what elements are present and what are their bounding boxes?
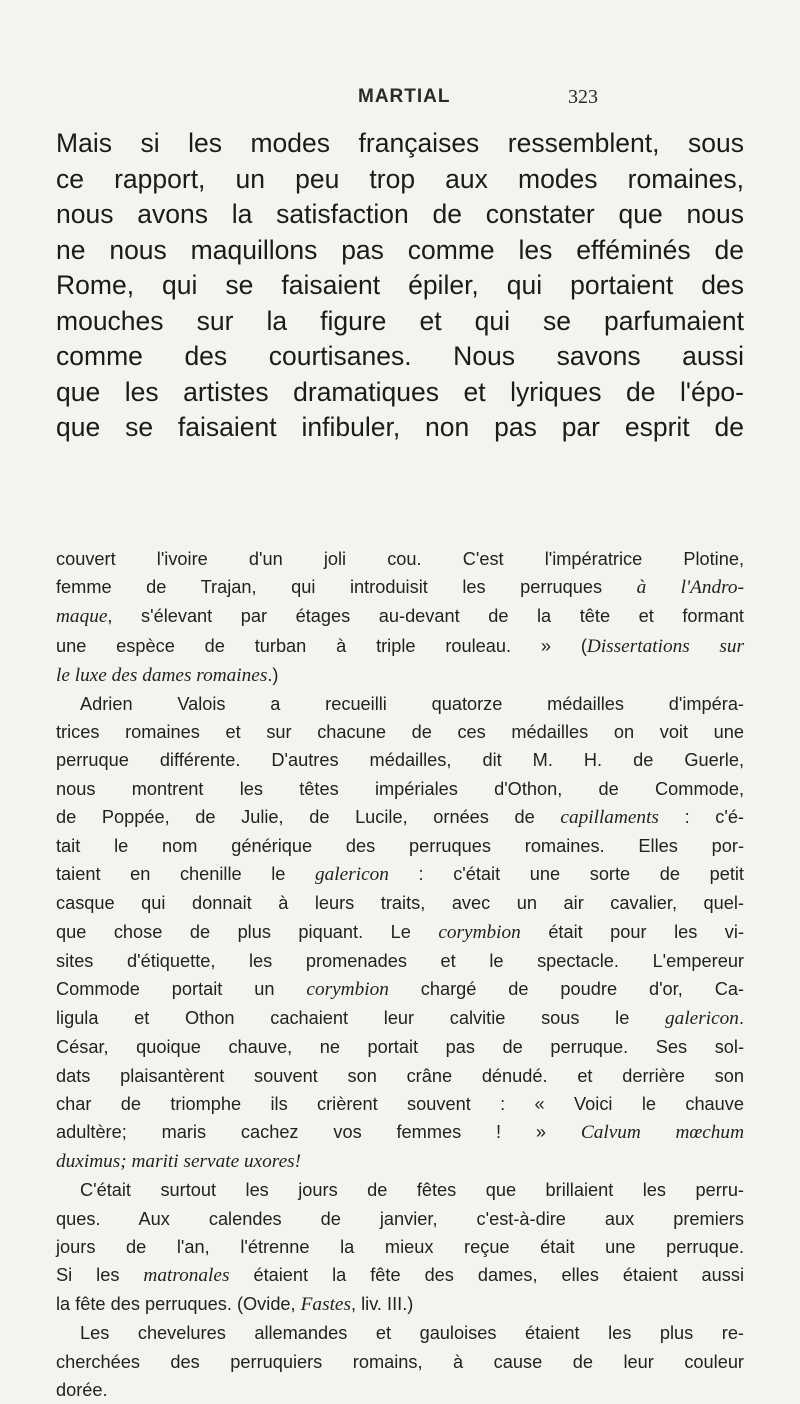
main-line: que se faisaient infibuler, non pas par esprit de	[56, 412, 744, 442]
footnotes	[56, 545, 744, 1404]
main-line: ne nous maquillons pas comme les efféminés de	[56, 234, 744, 265]
note-line: ligula et Othon cachaient leur calvitie sous le galericon.	[56, 1008, 744, 1030]
note-line: Commode portait un corymbion chargé de poudre d'or, Ca-	[56, 979, 744, 1001]
note-line: une espèce de turban à triple rouleau. » (Dissertations sur	[56, 635, 744, 657]
note-line: char de triomphe ils crièrent souvent : « Voici le chauve	[56, 1093, 744, 1114]
main-line: mouches sur la figure et qui se parfumaient	[56, 305, 744, 336]
main-line: comme des courtisanes. Nous savons aussi	[56, 341, 744, 371]
note-line: femme de Trajan, qui introduisit les perruques à l'Andro-	[56, 577, 744, 599]
note-line: adultère; maris cachez vos femmes ! » Calvum mœchum	[56, 1122, 744, 1144]
note-line: dats plaisantèrent souvent son crâne dénudé. et derrière son	[56, 1065, 744, 1086]
note-line: C'était surtout les jours de fêtes que brillaient les perru-	[80, 1180, 744, 1201]
note-line: nous montrent les têtes impériales d'Othon, de Commode,	[56, 778, 744, 799]
note-line: Adrien Valois a recueilli quatorze médailles d'impéra-	[80, 694, 744, 715]
main-line: nous avons la satisfaction de constater que nous	[56, 199, 744, 229]
note-line: Si les matronales étaient la fête des dames, elles étaient aussi	[56, 1265, 744, 1287]
note-line: couvert l'ivoire d'un joli cou. C'est l'impératrice Plotine,	[56, 549, 744, 569]
note-line: trices romaines et sur chacune de ces médailles on voit une	[56, 722, 744, 743]
note-line: la fête des perruques. (Ovide, Fastes, liv. III.)	[56, 1294, 414, 1316]
main-line: ce rapport, un peu trop aux modes romaines,	[56, 163, 744, 194]
running-head	[40, 86, 760, 114]
note-line: que chose de plus piquant. Le corymbion était pour les vi-	[56, 921, 744, 943]
note-line: casque qui donnait à leurs traits, avec un air cavalier, quel-	[56, 893, 744, 914]
note-line: perruque différente. D'autres médailles, dit M. H. de Guerle,	[56, 750, 744, 771]
note-line: jours de l'an, l'étrenne la mieux reçue était une perruque.	[56, 1236, 744, 1257]
note-line: dorée.	[56, 1379, 108, 1400]
main-line: Mais si les modes françaises ressemblent, sous	[56, 128, 744, 158]
note-line: ques. Aux calendes de janvier, c'est-à-dire aux premiers	[56, 1208, 744, 1229]
note-line: de Poppée, de Julie, de Lucile, ornées de capillaments : c'é-	[56, 806, 744, 828]
note-line: sites d'étiquette, les promenades et le spectacle. L'empereur	[56, 950, 744, 971]
note-line: duximus; mariti servate uxores!	[56, 1151, 302, 1173]
note-line: Les chevelures allemandes et gauloises étaient les plus re-	[80, 1323, 744, 1344]
running-title: MARTIAL	[358, 86, 451, 107]
note-line: taient en chenille le galericon : c'était une sorte de petit	[56, 864, 744, 886]
main-line: que les artistes dramatiques et lyriques de l'épo-	[56, 376, 744, 407]
main-paragraph	[56, 126, 744, 446]
page-number: 323	[568, 86, 598, 108]
note-line: tait le nom générique des perruques romaines. Elles por-	[56, 836, 744, 857]
note-line: le luxe des dames romaines.)	[56, 664, 279, 686]
note-line: César, quoique chauve, ne portait pas de perruque. Ses sol-	[56, 1037, 744, 1058]
main-line: Rome, qui se faisaient épiler, qui portaient des	[56, 270, 744, 300]
note-line: cherchées des perruquiers romains, à cause de leur couleur	[56, 1351, 744, 1372]
note-line: maque, s'élevant par étages au-devant de la tête et formant	[56, 606, 744, 628]
